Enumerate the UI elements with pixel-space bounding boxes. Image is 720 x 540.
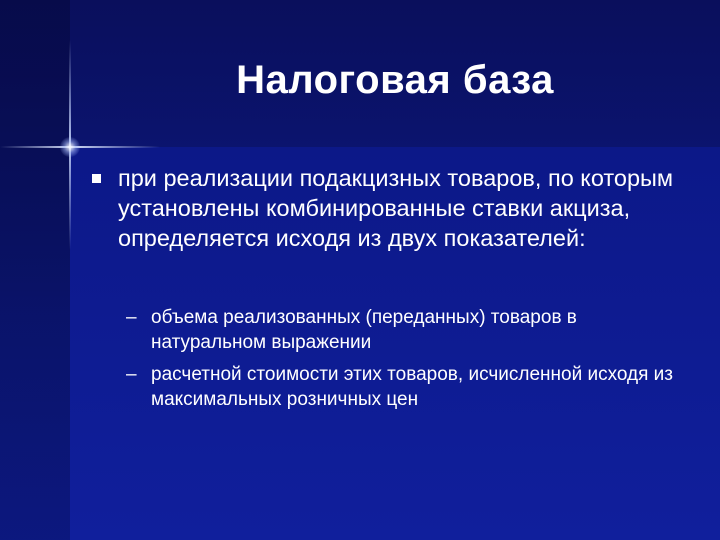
dash-marker: – xyxy=(126,307,137,328)
square-bullet-icon xyxy=(92,174,101,183)
sparkle-horizontal-ray xyxy=(0,146,160,148)
sub-bullet-text: расчетной стоимости этих товаров, исчисленной исходя из максимальных розничных цен xyxy=(151,364,673,410)
left-band-decoration xyxy=(0,0,70,540)
dash-marker: – xyxy=(126,364,137,385)
sparkle-star-icon xyxy=(60,137,80,157)
slide-title: Налоговая база xyxy=(236,58,554,102)
bullet-text: при реализации подакцизных товаров, по которым установлены комбинированные ставки акциза, определяется исходя из двух показателей: xyxy=(118,165,674,251)
sub-bullet-item xyxy=(126,305,686,355)
sub-bullet-item xyxy=(126,362,686,412)
bullet-item xyxy=(92,163,682,253)
sub-bullet-text: объема реализованных (переданных) товаров в натуральном выражении xyxy=(151,307,577,353)
sub-bullet-list xyxy=(126,305,686,419)
